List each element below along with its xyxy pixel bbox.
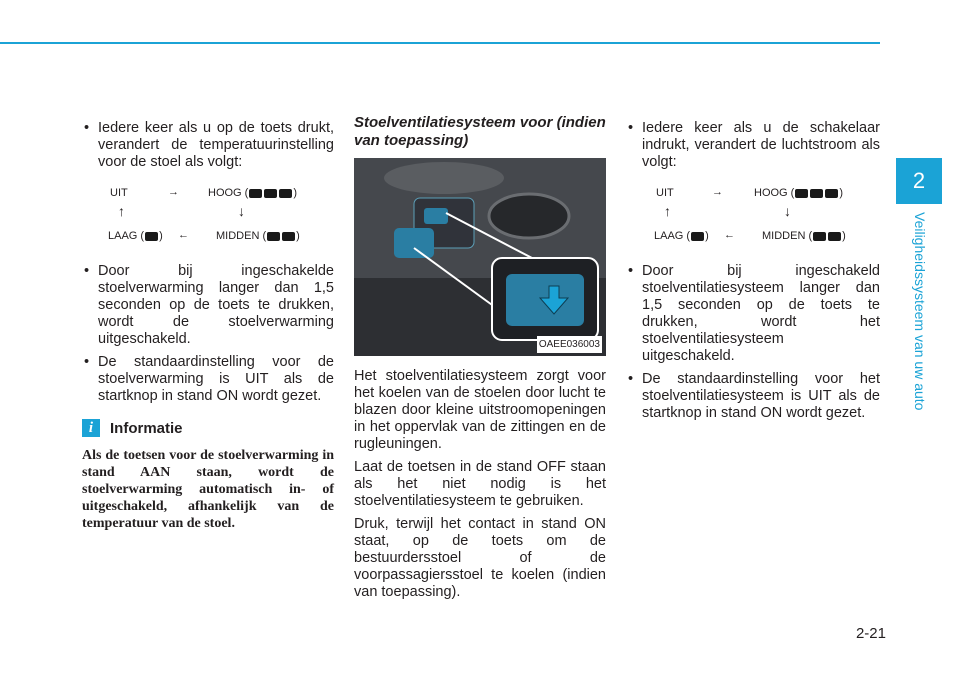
console-illustration	[354, 158, 606, 356]
seat-vent-level-icon	[825, 189, 838, 198]
seat-vent-level-icon	[813, 232, 826, 241]
chapter-side-title: Veiligheidssysteem van uw auto	[912, 212, 928, 411]
bullet-default: • De standaardinstelling voor de stoelverwarming is UIT als de startknop in stand ON wordt gezet.	[82, 354, 334, 405]
seat-heat-level-icon	[279, 189, 292, 198]
seat-vent-level-icon	[810, 189, 823, 198]
info-title: Informatie	[110, 419, 183, 437]
seat-vent-level-icon	[828, 232, 841, 241]
seat-ventilation-photo	[354, 158, 606, 356]
diagram-low: LAAG ( )	[108, 230, 163, 242]
bullet-long-press: • Door bij ingeschakelde stoelverwarming langer dan 1,5 seconden op de toets te drukken, wordt de stoelverwarming uitgeschakeld.	[82, 263, 334, 348]
arrow-down-icon: ↓	[238, 203, 245, 219]
arrow-up-icon: ↑	[118, 203, 125, 219]
diagram-low: LAAG ( )	[654, 230, 709, 242]
seat-heat-level-icon	[267, 232, 280, 241]
vent-cycle-diagram	[626, 181, 880, 251]
seat-vent-level-icon	[691, 232, 704, 241]
diagram-mid: MIDDEN ( )	[762, 230, 846, 242]
bullet-default: • De standaardinstelling voor het stoelventilatiesysteem is UIT als de startknop in stand ON wordt gezet.	[626, 371, 880, 422]
bullet-switch-toggle: • Iedere keer als u de schakelaar indrukt, verandert de luchtstroom als volgt:	[626, 120, 880, 171]
diagram-off: UIT	[110, 187, 128, 199]
arrow-left-icon: ←	[178, 229, 189, 241]
diagram-off: UIT	[656, 187, 674, 199]
diagram-high: HOOG ( )	[208, 187, 298, 199]
paragraph-press: Druk, terwijl het contact in stand ON staat, op de toets om de bestuurdersstoel of de voorpassagiersstoel te koelen (indien van toepassing).	[354, 516, 606, 600]
header-rule	[0, 42, 880, 44]
bullet-long-press: • Door bij ingeschakeld stoelventilatiesysteem langer dan 1,5 seconden op de toets te drukken, wordt het stoelventilatiesysteem uitgeschakeld.	[626, 263, 880, 365]
seat-heat-level-icon	[249, 189, 262, 198]
column-left	[82, 120, 334, 532]
info-icon: i	[82, 419, 100, 437]
image-code: OAEE036003	[537, 336, 602, 353]
seat-heat-level-icon	[264, 189, 277, 198]
arrow-right-icon: →	[712, 186, 723, 198]
bullet-press-toggle: • Iedere keer als u op de toets drukt, verandert de temperatuurinstelling voor de stoel als volgt:	[82, 120, 334, 171]
seat-heat-level-icon	[145, 232, 158, 241]
arrow-left-icon: ←	[724, 229, 735, 241]
info-text: Als de toetsen voor de stoelverwarming in stand AAN staan, wordt de stoelverwarming automatisch in- of uitgeschakeld, afhankelijk van de temperatuur van de stoel.	[82, 448, 334, 531]
column-right	[626, 120, 880, 428]
chapter-number: 2	[912, 168, 926, 193]
diagram-high: HOOG ( )	[754, 187, 844, 199]
heat-cycle-diagram	[82, 181, 334, 251]
chapter-tab	[896, 158, 942, 204]
arrow-right-icon: →	[168, 186, 179, 198]
page-number: 2-21	[855, 625, 886, 642]
info-header	[82, 419, 334, 437]
diagram-mid: MIDDEN ( )	[216, 230, 300, 242]
paragraph-off: Laat de toetsen in de stand OFF staan als het niet nodig is het stoelventilatiesysteem te gebruiken.	[354, 459, 606, 509]
seat-heat-level-icon	[282, 232, 295, 241]
seat-vent-level-icon	[795, 189, 808, 198]
section-heading: Stoelventilatiesysteem voor (indien van toepassing)	[354, 114, 606, 149]
arrow-up-icon: ↑	[664, 203, 671, 219]
arrow-down-icon: ↓	[784, 203, 791, 219]
paragraph-intro: Het stoelventilatiesysteem zorgt voor het koelen van de stoelen door lucht te blazen door kleine uitstroomopeningen in het oppervlak van de zittingen en de rugleuningen.	[354, 368, 606, 452]
column-middle	[354, 114, 606, 607]
